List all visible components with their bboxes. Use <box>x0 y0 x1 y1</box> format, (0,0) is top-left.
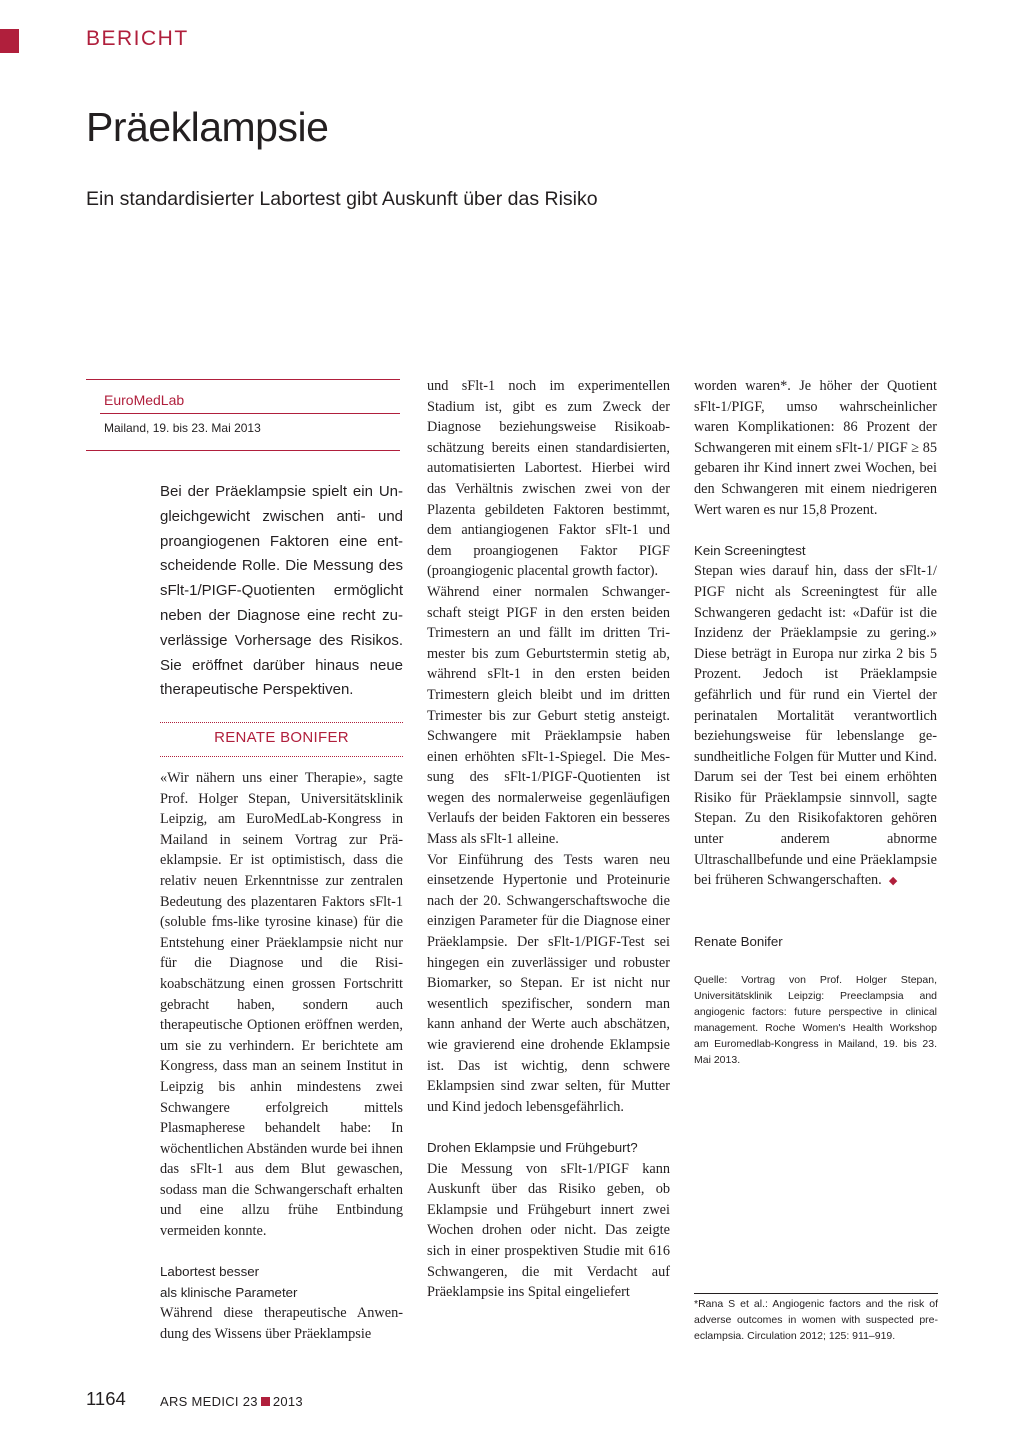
body-paragraph-text: Stepan wies darauf hin, dass der sFlt-1/ PIGF nicht als Screeningtest für alle Schwangeren gedacht ist: «Dafür ist die Inzidenz der Präeklampsie zu gering.» Diese beträgt in Europa nur zirka 2 bis 5 Prozent. Jedoch ist Präeklampsie gefährlich und für rund ein Viertel der perinatalen Mortalität verantwortlich beziehungsweise für lebenslange gesundheitliche Folgen für Mutter und Kind. Darum sei der Test bei einem erhöhten Risiko für Präeklampsie sinnvoll, sagte Stepan. Zu den Risikofaktoren gehören unter anderem abnorme Ultraschallbefunde und eine Präeklampsie bei früheren Schwangerschaften. <box>694 563 938 889</box>
lead-paragraph: Bei der Präeklampsie spielt ein Ungleichgewicht zwischen anti- und proangiogenen Faktoren eine entscheidende Rolle. Die Messung des sFlt-1/PIGF-Quotienten ermöglicht neben der Diagnose eine recht zuverlässige Vorhersage des Risikos. Sie eröffnet darüber hinaus neue therapeutische Perspektiven. <box>160 483 403 699</box>
subheading: Kein Screeningtest <box>694 542 806 558</box>
event-date: Mailand, 19. bis 23. Mai 2013 <box>104 421 261 435</box>
subheading-line2: als klinische Parameter <box>160 1284 298 1300</box>
body-paragraph: «Wir nähern uns einer Therapie», sagte Prof. Holger Stepan, Universitätsklinik Leipzig, am EuroMedLab-Kongress in Mailand in seinem Vortrag zur Präeklampsie. Er ist optimistisch, dass die relativ neuen Erkenntnisse zur zentralen Bedeutung des plazentaren Faktors sFlt-1 (soluble fms-like tyrosine kinase) für die Entstehung einer Präeklampsie nicht nur für die Diagnose und die Risikoabschätzung einen grossen Fortschritt gebracht haben, sondern auch therapeutische Optionen eröffnen werden, um sie zu verhindern. Er berichtete am Kongress, dass man an seinem Institut in Leipzig bis anhin mindestens zwei Schwangere erfolgreich mittels Plasmapherese behandelt habe: In wöchentlichen Abständen wurde bei ihnen das sFlt-1 aus dem Blut gewaschen, sodass man die Schwangerschaft erhalten und eine allzu frühe Entbindung vermeiden konnte. <box>160 770 403 1240</box>
footnote: *Rana S et al.: Angiogenic factors and the risk of adverse outcomes in women with suspected preeclampsia. Circulation 2012; 125: 911–919. <box>694 1298 938 1342</box>
text-column-2 <box>427 376 670 1303</box>
section-marker <box>0 29 19 53</box>
journal-name: ARS MEDICI 23 <box>160 1394 258 1409</box>
journal-footer <box>160 1394 303 1409</box>
event-name: EuroMedLab <box>104 392 185 408</box>
section-label: BERICHT <box>86 27 189 50</box>
author-divider-top <box>160 722 403 723</box>
body-paragraph <box>694 561 937 892</box>
infobox-divider <box>100 413 400 414</box>
article-title: Präeklampsie <box>86 104 329 150</box>
body-paragraph: Während einer normalen Schwangerschaft steigt PIGF in den ersten beiden Trimestern an und fällt im dritten Trimester bis zum Geburtstermin stetig ab, während sFlt-1 in den ersten beiden Trimestern gleich bleibt und im dritten Trimester bis zur Geburt stetig ansteigt. Schwangere mit Präeklampsie haben einen erhöhten sFlt-1-Spiegel. Die Messung des sFlt-1/PIGF-Quotienten ist wegen des normalerweise gegenläufigen Verlaufs der beiden Faktoren ein besseres Mass als sFlt-1 alleine. <box>427 583 670 848</box>
text-column-1 <box>160 768 403 1345</box>
text-column-3 <box>694 376 937 892</box>
body-paragraph: Während diese therapeutische Anwendung des Wissens über Präeklampsie <box>160 1305 403 1343</box>
author-signature: Renate Bonifer <box>694 934 783 949</box>
source-note: Quelle: Vortrag von Prof. Holger Stepan, Universitätsklinik Leipzig: Preeclampsia and angiogenic factors: future perspective in clinical management. Roche Women's Health Workshop am Euromedlab-Kongress in Mailand, 19. bis 23. Mai 2013. <box>694 974 937 1066</box>
body-paragraph: Die Messung von sFlt-1/PIGF kann Auskunft über das Risiko geben, ob Eklampsie und Frühgeburt innert zwei Wochen drohen oder nicht. Das zeigte sich in einer prospektiven Studie mit 616 Schwangeren, die mit Verdacht auf Präeklampsie ins Spital eingeliefert <box>427 1160 670 1301</box>
page-number: 1164 <box>86 1388 126 1409</box>
event-infobox <box>86 379 400 451</box>
subheading: Labortest besser <box>160 1264 260 1280</box>
author-byline: RENATE BONIFER <box>214 729 349 746</box>
author-divider-bottom <box>160 756 403 757</box>
journal-year: 2013 <box>272 1394 303 1409</box>
body-paragraph: Vor Einführung des Tests waren neu einsetzende Hypertonie und Proteinurie nach der 20. Schwangerschaftswoche die einzigen Parameter für die Diagnose einer Präeklampsie. Der sFlt-1/PIGF-Test sei hingegen ein zuverlässiger und robuster Biomarker, so Stepan. Er ist nicht nur wesentlich spezifischer, sondern man kann anhand der Werte auch abschätzen, wie gravierend eine drohende Eklampsie ist. Das ist wichtig, denn schwere Eklampsien sind zwar selten, für Mutter und Kind jedoch lebensgefährlich. <box>427 851 670 1115</box>
article-subtitle: Ein standardisierter Labortest gibt Auskunft über das Risiko <box>86 188 598 210</box>
body-paragraph: worden waren*. Je höher der Quotient sFlt-1/PIGF, umso wahrscheinlicher waren Komplikationen: 86 Prozent der Schwangeren mit einem sFlt-1/ PIGF ≥ 85 gebaren ihr Kind innert zwei Wochen, bei den Schwangeren mit einem niedrigeren Wert waren es nur 15,8 Prozent. <box>694 378 937 518</box>
end-of-article-diamond-icon: ◆ <box>888 875 898 888</box>
square-separator-icon <box>261 1397 270 1406</box>
subheading: Drohen Eklampsie und Frühgeburt? <box>427 1139 638 1155</box>
footnote-divider <box>694 1293 938 1294</box>
body-paragraph: und sFlt-1 noch im experimentellen Stadium ist, gibt es zum Zweck der Diagnose beziehungsweise Risikoabschätzung bereits einen standardisierten, automatisierten Labortest. Hierbei wird das Verhältnis zwischen zwei von der Plazenta gebildeten Faktoren bestimmt, dem antiangiogenen Faktor sFlt-1 und dem proangiogenen Faktor PIGF (proangiogenic placental growth factor). <box>427 378 670 580</box>
